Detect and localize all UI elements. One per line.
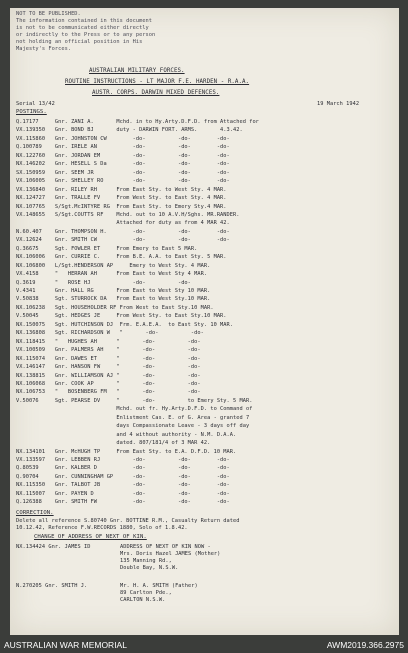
unit-title: AUSTR. CORPS. DARWIN MIXED DEFENCES. (92, 90, 220, 96)
section-nok-heading: CHANGE OF ADDRESS OF NEXT OF KIN. (34, 534, 147, 540)
posting-line: NX.150075 Sgt. HUTCHINSON DJ Frm. E.A.E.A. to East Sty. 10 MAR. (16, 321, 234, 328)
section-correction-heading: CORRECTION. (16, 510, 54, 516)
posting-line: NX.115007 Gnr. PAYEN D -do- -do- -do- (16, 490, 230, 497)
posting-line: VX.148655 S/Sgt.COUTTS RF Mchd. out to 10 A.V.H/Sghs. MR.RANDER. (16, 211, 240, 218)
posting-line: NX.106068 Gnr. COOK AP " -do- -do- (16, 380, 201, 387)
posting-line: VX.4158 " HERRAN AH From East to West Sty 4 MAR. (16, 271, 208, 278)
section-postings-heading: POSTINGS. (16, 109, 47, 115)
posting-line: NX.124727 Gnr. TRALLE FV From West Sty. to East Sty. 4 MAR. (16, 195, 227, 202)
posting-line: Q.90704 Gnr. CUNNINGHAM GP -do- -do- -do- (16, 473, 230, 480)
posting-line: dated. 807/181/4 of 3 MAR 42. (16, 440, 211, 447)
posting-line: days Compassionate Leave - 3 days off day (16, 423, 250, 430)
posting-line: NX.107765 S/Sgt.McINTYRE RG From East Sty. to Emery Sty.4 MAR. (16, 203, 227, 210)
nok-1-address-line: ADDRESS OF NEXT OF KIN NOW - (120, 544, 211, 550)
nok-2-soldier: N.270205 Gnr. SMITH J. (16, 583, 88, 589)
posting-line: V.50045 Sgt. HEDGES JE From West Sty. to East Sty.10 MAR. (16, 313, 227, 320)
nok-2-address-line: 89 Carlton Pde., (120, 590, 172, 596)
posting-line: V.50076 Sgt. PEARSE DV " -do- to Emery Sty. 5 MAR. (16, 397, 253, 404)
posting-line: V.50838 Sgt. STURROCK DA From East to West Sty.10 MAR. (16, 296, 211, 303)
posting-line: VX.133597 Gnr. LEBBEN RJ -do- -do- -do- (16, 457, 230, 463)
nok-1-address-line: 135 Manning Rd., (120, 558, 172, 564)
posting-line: NX.106753 " BOSENBERG FM " -do- -do- (16, 389, 201, 396)
posting-line: V.4341 Gnr. HALL RG From East to West Sty 10 MAR. (16, 288, 211, 294)
footer-institution: AUSTRALIAN WAR MEMORIAL (4, 640, 127, 650)
posting-line: NX.134101 Gnr. McHUGH TP From East Sty. to E.A. D.F.D. 10 MAR. (16, 448, 237, 455)
posting-line: Q.3619 " ROSE HJ -do- -do- (16, 279, 191, 286)
posting-line: Mchd. out fr. Hy.Arty.D.F.D. to Command of (16, 406, 253, 413)
posting-line: Attached for duty as from 4 MAR 42. (16, 220, 230, 227)
document-sheet (10, 8, 399, 635)
posting-line: NX.146202 Gnr. HESELL S Da -do- -do- -do- (16, 161, 230, 168)
restriction-line: The information contained in this document (16, 18, 153, 24)
document-date: 19 March 1942 (317, 101, 360, 107)
posting-line: VX.12624 Gnr. SMITH CW -do- -do- -do- (16, 237, 230, 244)
posting-line: NX.136808 Sgt. RICHARDSON W " -do- -do- (16, 330, 204, 337)
posting-line: Q.17177 Gnr. ZANI A. Mchd. in to Hy.Arty.D.F.D. from Attached for (16, 119, 259, 125)
posting-line: NX.118415 " HUGHES AH " -do- -do- (16, 338, 201, 345)
correction-line: 10.12.42, Reference F.W.RECORDS 1880, Solo of 1.8.42. (16, 525, 188, 531)
footer-accession-number: AWM2019.366.2975 (326, 640, 404, 650)
restriction-line: Majesty's Forces. (16, 46, 72, 52)
nok-1-address-line: Mrs. Doris Hazel JAMES (Mother) (120, 551, 221, 557)
posting-line: VX.146147 Gnr. HANSON FW " -do- -do- (16, 364, 201, 371)
posting-line: Q.36675 Sgt. FOWLER ET From Emery to East 5 MAR. (16, 245, 198, 252)
posting-line: NX.106006 Gnr. CURRIE C. From B.E. A.A. to East Sty. 5 MAR. (16, 254, 227, 261)
posting-line: VX.100509 Gnr. PALMERS AH " -do- -do- (16, 347, 201, 354)
posting-line: SX.150959 Gnr. SEEM JR -do- -do- -do- (16, 169, 230, 176)
posting-line: N.60.407 Gnr. THOMPSON H. -do- -do- -do- (16, 228, 230, 235)
posting-line: NX.138815 Gnr. WILLIAMSON AJ " -do- -do- (16, 372, 201, 379)
posting-line: VX.106005 Gnr. SHELLEY RO -do- -do- -do- (16, 178, 230, 185)
posting-line: NX.115074 Gnr. DAWES ET " -do- -do- (16, 355, 201, 362)
correction-line: Delete all reference S.80740 Gnr. BOTTINE R.M., Casualty Return dated (16, 518, 240, 524)
restriction-line: is not to be communicated either directly (16, 25, 149, 31)
posting-line: Q.80539 Gnr. KALBER D -do- -do- -do- (16, 465, 230, 472)
posting-line: VX.139350 Gnr. BOND BJ duty - DARWIN FORT. ARMS. 4.3.42. (16, 127, 243, 134)
posting-line: Q.126388 Gnr. SMITH FW -do- -do- -do- (16, 499, 230, 506)
restriction-line: or indirectly to the Press or to any person (16, 32, 156, 38)
posting-line: NX.106238 Sgt. HOUSEHOLDER RF From West to East Sty.10 MAR. (16, 304, 214, 311)
restriction-line: not holding an official position in His (16, 39, 143, 45)
restriction-line: NOT TO BE PUBLISHED. (16, 11, 81, 17)
routine-title: ROUTINE INSTRUCTIONS - LT MAJOR F.E. HARDEN - R.A.A. (65, 79, 250, 85)
posting-line: VX.115860 Gnr. JOHNSTON CW -do- -do- -do- (16, 135, 230, 142)
nok-1-soldier: NX.134424 Gnr. JAMES ID (16, 544, 91, 550)
posting-line: VX.136840 Gnr. RILEY RH From East Sty. to West Sty. 4 MAR. (16, 186, 227, 193)
nok-1-address-line: Double Bay, N.S.W. (120, 565, 179, 571)
posting-line: Q.100789 Gnr. IRELE AN -do- -do- -do- (16, 144, 230, 151)
nok-2-address-line: Mr. H. A. SMITH (Father) (120, 583, 198, 589)
footer-bar (0, 637, 408, 653)
posting-line: NX.106800 L/Sgt.HENDERSON AP Emery to West Sty. 4 MAR. (16, 262, 211, 269)
posting-line: NX.115350 Gnr. TALBOT JB -do- -do- -do- (16, 482, 230, 489)
posting-line: and 4 without authority - N.M. D.A.A. (16, 431, 237, 438)
nok-2-address-line: CARLTON N.S.W. (120, 597, 166, 603)
posting-line: NX.122760 Gnr. JORDAN EM -do- -do- -do- (16, 152, 230, 159)
posting-line: Enlistment Cas. E. of G. Area - granted 7 (16, 414, 250, 421)
force-title: AUSTRALIAN MILITARY FORCES. (89, 68, 185, 74)
serial-number: Serial 13/42 (16, 101, 55, 107)
